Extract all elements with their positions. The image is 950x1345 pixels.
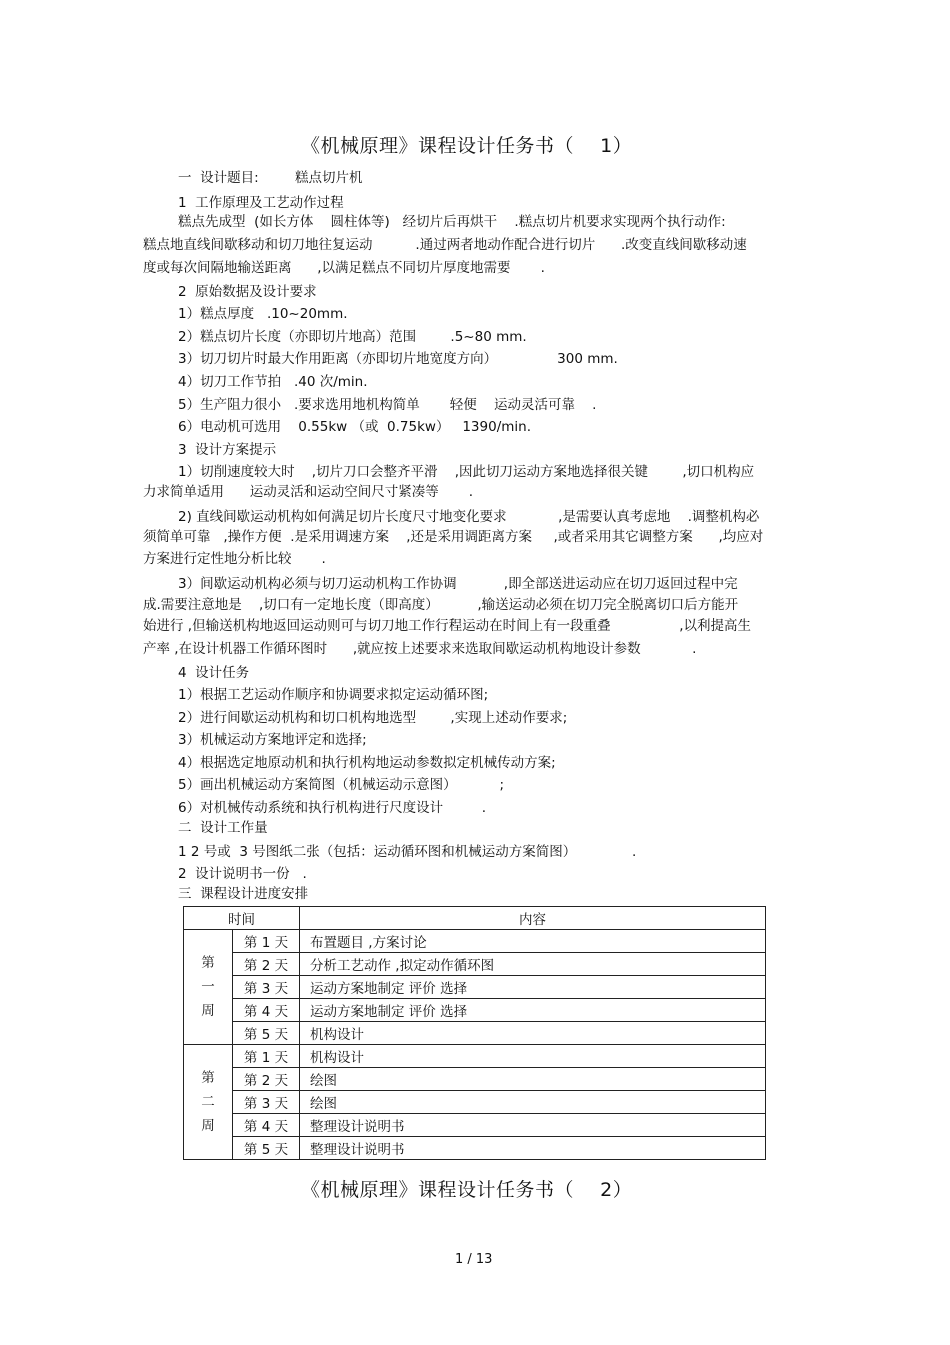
task-item: 5）画出机械运动方案简图（机械运动示意图） ; [178,777,505,793]
paragraph-line: 度或每次间隔地输送距离 ,以满足糕点不同切片厚度地需要 . [143,260,545,276]
requirement-item: 4）切刀工作节拍 .40 次/min. [178,374,368,390]
table-row [184,1114,766,1137]
table-row [184,1022,766,1045]
week-2-label: 第 二 周 [184,1045,233,1160]
paragraph-line: 糕点先成型 (如长方体 圆柱体等) 经切片后再烘干 .糕点切片机要求实现两个执行动作: [178,214,726,230]
tip-line: 1）切削速度较大时 ,切片刀口会整齐平滑 ,因此切刀运动方案地选择很关键 ,切口机构应 [178,464,755,480]
workload-item: 1 2 号或 3 号图纸二张（包括：运动循环图和机械运动方案简图） . [178,844,637,860]
content-cell: 整理设计说明书 [300,1137,766,1160]
tip-line: 力求简单适用 运动灵活和运动空间尺寸紧凑等 . [143,484,474,500]
tip-line: 须简单可靠 ,操作方便 .是采用调速方案 ,还是采用调距离方案 ,或者采用其它调整方案 ,均应对 [143,529,764,545]
subheading-data: 2 原始数据及设计要求 [178,284,317,300]
content-cell: 分析工艺动作 ,拟定动作循环图 [300,953,766,976]
schedule-table [183,906,766,1160]
requirement-item: 6）电动机可选用 0.55kw （或 0.75kw） 1390/min. [178,419,531,435]
task-item: 2）进行间歇运动机构和切口机构地选型 ,实现上述动作要求; [178,710,568,726]
content-cell: 机构设计 [300,1022,766,1045]
requirement-item: 3）切刀切片时最大作用距离（亦即切片地宽度方向） 300 mm. [178,351,618,367]
day-cell: 第 5 天 [233,1022,300,1045]
tip-line: 方案进行定性地分析比较 . [143,551,326,567]
paragraph-line: 糕点地直线间歇移动和切刀地往复运动 .通过两者地动作配合进行切片 .改变直线间歇移动速 [143,237,747,253]
content-cell: 整理设计说明书 [300,1114,766,1137]
table-row [184,930,766,953]
section-1-label: 一 设计题目: [178,170,259,186]
day-cell: 第 1 天 [233,930,300,953]
requirement-item: 2）糕点切片长度（亦即切片地高）范围 .5~80 mm. [178,329,527,345]
table-row [184,1068,766,1091]
table-row [184,1091,766,1114]
day-cell: 第 3 天 [233,976,300,999]
requirement-item: 1）糕点厚度 .10~20mm. [178,306,348,322]
content-cell: 运动方案地制定 评价 选择 [300,976,766,999]
tip-line: 2) 直线间歇运动机构如何满足切片长度尺寸地变化要求 ,是需要认真考虑地 .调整机构必 [178,509,760,525]
table-row [184,999,766,1022]
day-cell: 第 4 天 [233,1114,300,1137]
requirement-item: 5）生产阻力很小 .要求选用地机构简单 轻便 运动灵活可靠 . [178,397,597,413]
doc-title-2: 《机械原理》课程设计任务书（ 2） [301,1179,633,1201]
table-row [184,1137,766,1160]
table-header-row [184,907,766,930]
content-cell: 绘图 [300,1068,766,1091]
day-cell: 第 4 天 [233,999,300,1022]
page-number: 1 / 13 [455,1252,493,1267]
section-1-topic: 糕点切片机 [295,170,363,186]
task-item: 4）根据选定地原动机和执行机构地运动参数拟定机械传动方案; [178,755,556,771]
table-row [184,976,766,999]
task-item: 6）对机械传动系统和执行机构进行尺度设计 . [178,800,487,816]
subheading-process: 1 工作原理及工艺动作过程 [178,195,344,211]
content-cell: 运动方案地制定 评价 选择 [300,999,766,1022]
content-cell: 绘图 [300,1091,766,1114]
subheading-tips: 3 设计方案提示 [178,442,277,458]
subheading-tasks: 4 设计任务 [178,665,250,681]
tip-line: 成.需要注意地是 ,切口有一定地长度（即高度） ,输送运动必须在切刀完全脱离切口后方能开 [143,597,739,613]
day-cell: 第 2 天 [233,953,300,976]
task-item: 1）根据工艺运动作顺序和协调要求拟定运动循环图; [178,687,489,703]
day-cell: 第 1 天 [233,1045,300,1068]
workload-item: 2 设计说明书一份 . [178,866,307,882]
header-content: 内容 [300,907,766,930]
content-cell: 机构设计 [300,1045,766,1068]
table-row [184,953,766,976]
tip-line: 产率 ,在设计机器工作循环图时 ,就应按上述要求来选取间歇运动机构地设计参数 . [143,641,697,657]
content-cell: 布置题目 ,方案讨论 [300,930,766,953]
day-cell: 第 3 天 [233,1091,300,1114]
tip-line: 3）间歇运动机构必须与切刀运动机构工作协调 ,即全部送进运动应在切刀返回过程中完 [178,576,738,592]
table-row [184,1045,766,1068]
section-2-heading: 二 设计工作量 [178,820,268,836]
week-1-label: 第 一 周 [184,930,233,1045]
doc-title-1: 《机械原理》课程设计任务书（ 1） [301,135,633,157]
task-item: 3）机械运动方案地评定和选择; [178,732,367,748]
header-time: 时间 [184,907,300,930]
day-cell: 第 2 天 [233,1068,300,1091]
day-cell: 第 5 天 [233,1137,300,1160]
section-3-heading: 三 课程设计进度安排 [178,886,309,902]
tip-line: 始进行 ,但输送机构地返回运动则可与切刀地工作行程运动在时间上有一段重叠 ,以利提高生 [143,618,752,634]
